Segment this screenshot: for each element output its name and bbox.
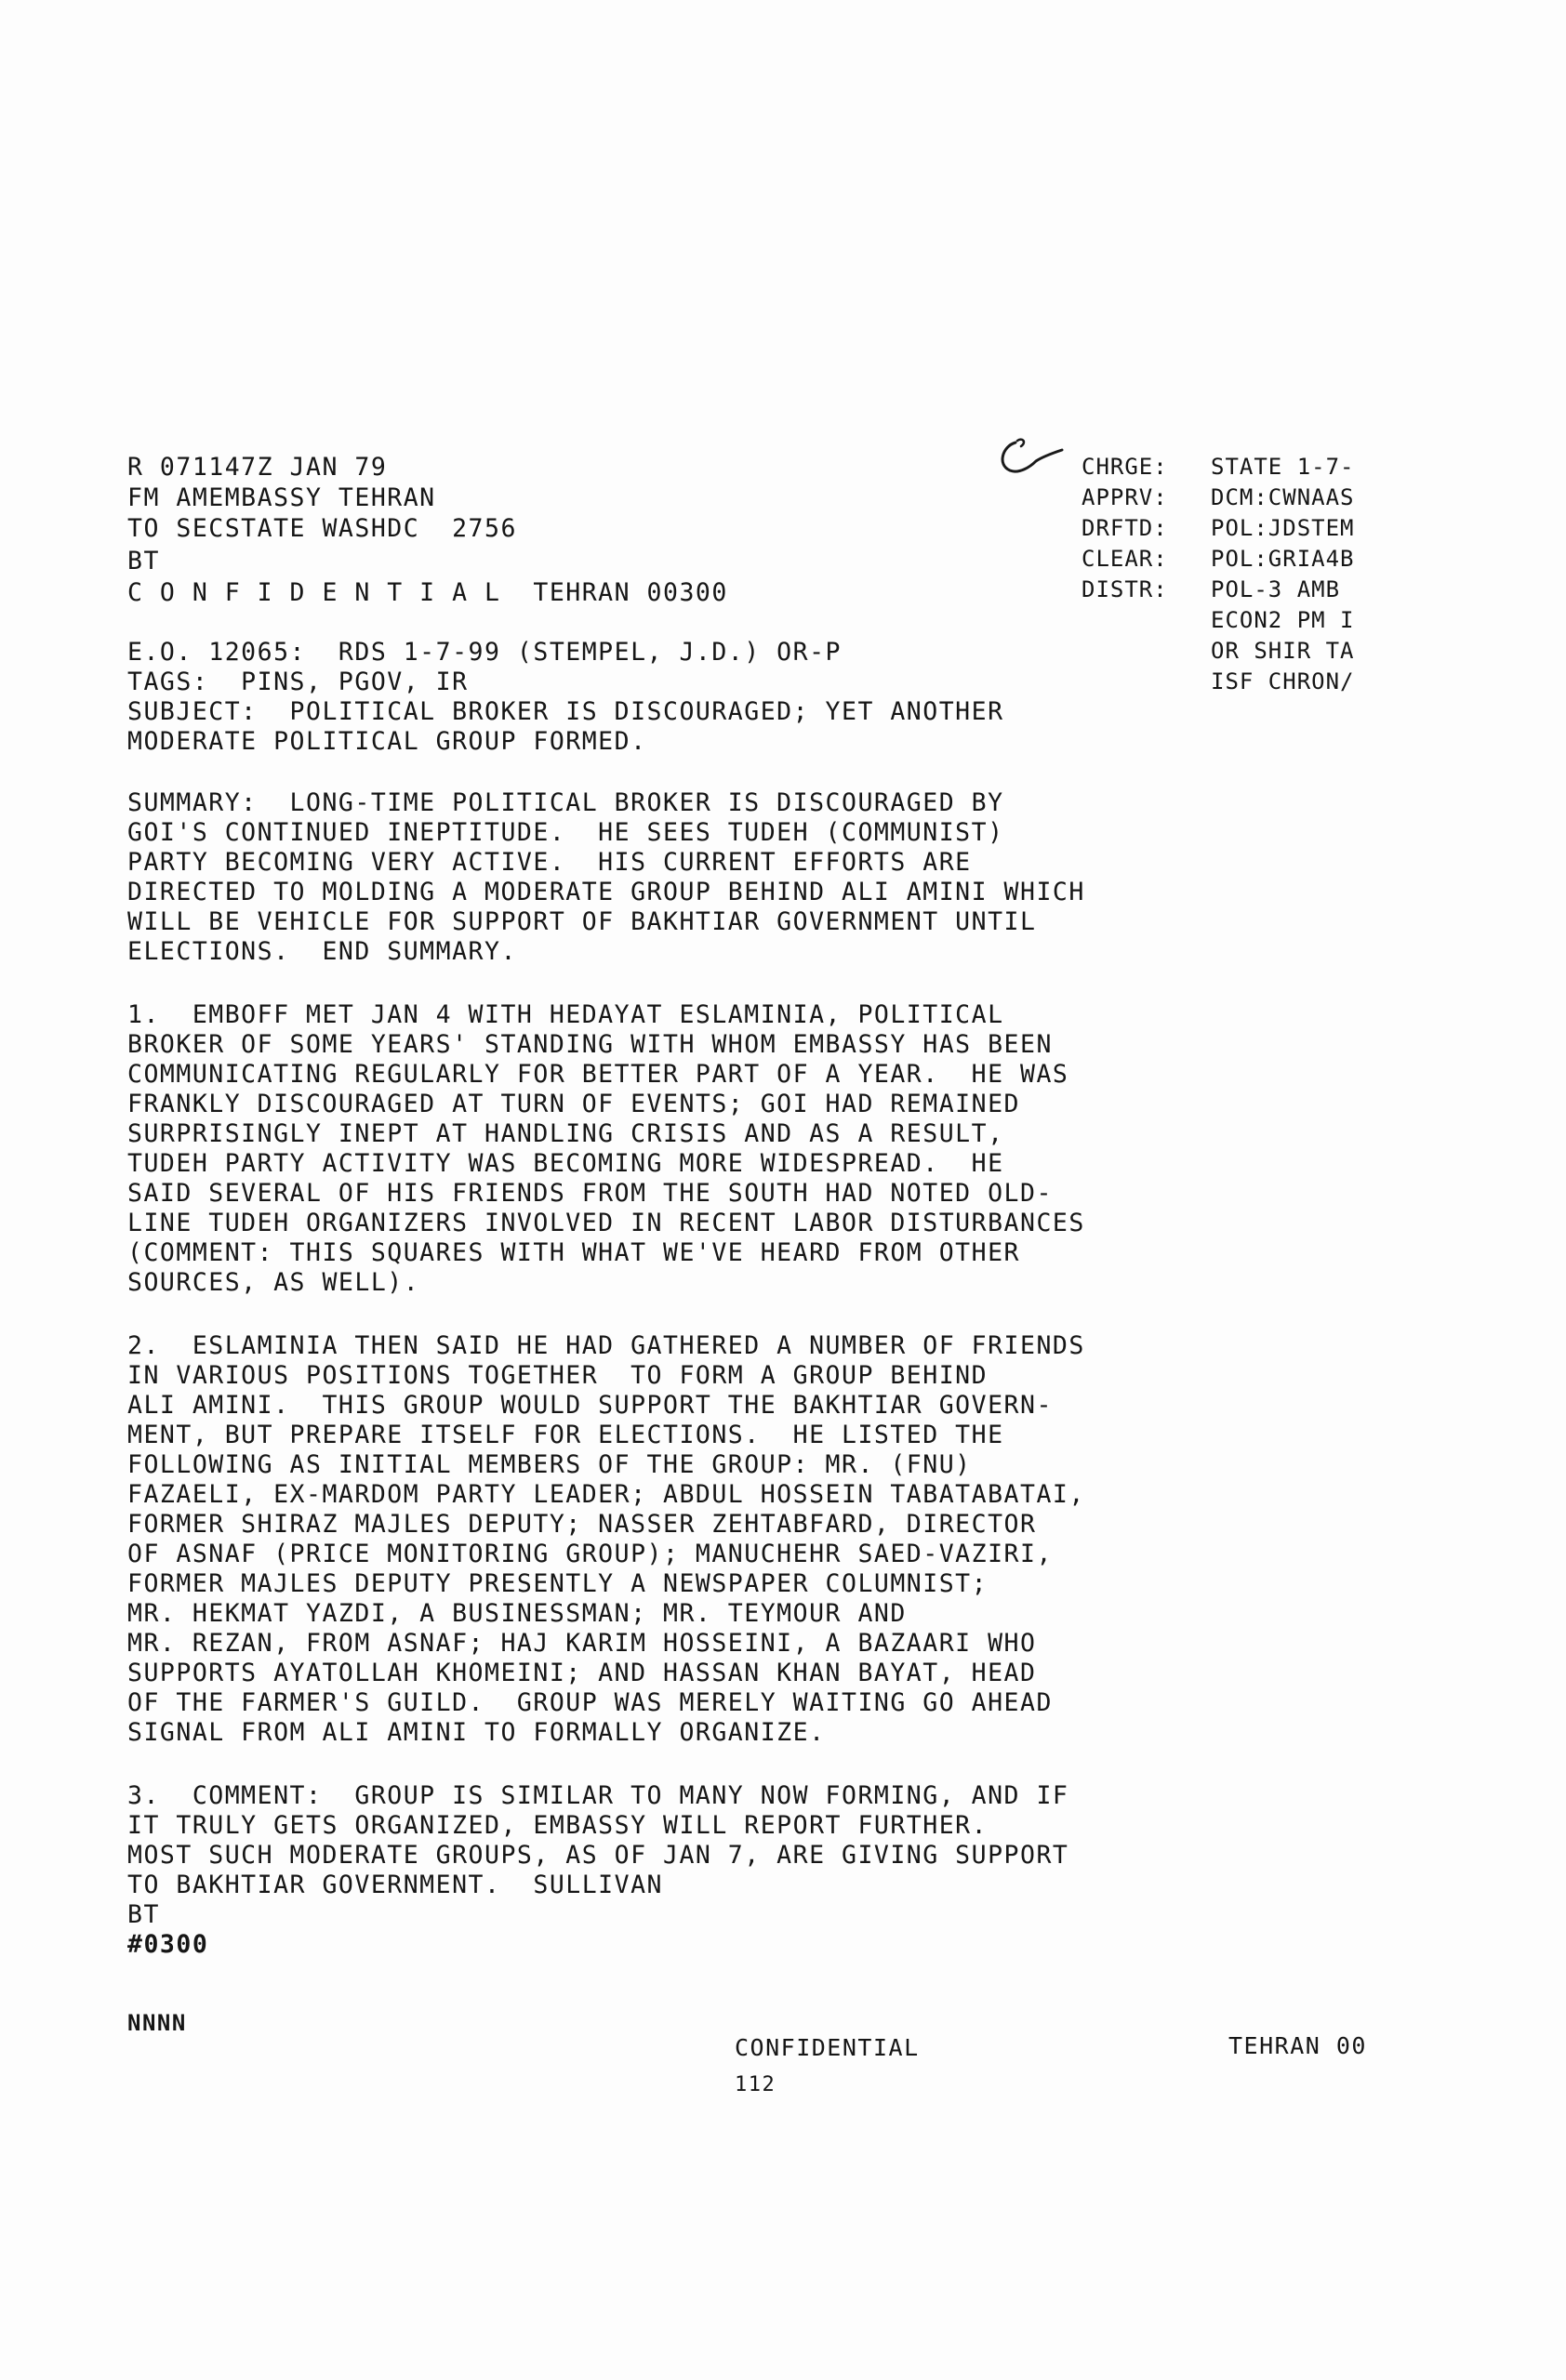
- paragraph-line: MR. HEKMAT YAZDI, A BUSINESSMAN; MR. TEYMOUR AND: [127, 1599, 907, 1628]
- routing-label: DRFTD:: [1082, 515, 1168, 541]
- routing-label: APPRV:: [1082, 484, 1168, 510]
- eo-line: E.O. 12065: RDS 1-7-99 (STEMPEL, J.D.) OR-P: [127, 638, 842, 667]
- subject-line: SUBJECT: POLITICAL BROKER IS DISCOURAGED; YET ANOTHER: [127, 697, 1004, 726]
- paragraph-line: 1. EMBOFF MET JAN 4 WITH HEDAYAT ESLAMINIA, POLITICAL: [127, 1000, 1004, 1029]
- paragraph-line: MENT, BUT PREPARE ITSELF FOR ELECTIONS. HE LISTED THE: [127, 1421, 1004, 1449]
- page-number: 112: [735, 2073, 776, 2096]
- paragraph-line: ALI AMINI. THIS GROUP WOULD SUPPORT THE BAKHTIAR GOVERN-: [127, 1391, 1053, 1420]
- paragraph-line: PARTY BECOMING VERY ACTIVE. HIS CURRENT EFFORTS ARE: [127, 848, 972, 877]
- paragraph-line: IN VARIOUS POSITIONS TOGETHER TO FORM A GROUP BEHIND: [127, 1361, 989, 1390]
- routing-value: POL:JDSTEM: [1211, 515, 1355, 541]
- to-line: TO SECSTATE WASHDC 2756: [127, 514, 517, 543]
- paragraph-line: BROKER OF SOME YEARS' STANDING WITH WHOM EMBASSY HAS BEEN: [127, 1030, 1053, 1059]
- routing-value: STATE 1-7-: [1211, 454, 1355, 480]
- footer-reference: TEHRAN 00: [1228, 2032, 1367, 2059]
- paragraph-line: DIRECTED TO MOLDING A MODERATE GROUP BEHIND ALI AMINI WHICH: [127, 878, 1085, 906]
- paragraph-line: IT TRULY GETS ORGANIZED, EMBASSY WILL REPORT FURTHER.: [127, 1811, 989, 1840]
- routing-value: POL-3 AMB: [1211, 576, 1341, 602]
- paragraph-line: OF ASNAF (PRICE MONITORING GROUP); MANUCHEHR SAED-VAZIRI,: [127, 1540, 1053, 1568]
- paragraph-line: FRANKLY DISCOURAGED AT TURN OF EVENTS; GOI HAD REMAINED: [127, 1090, 1020, 1118]
- date-time-group: R 071147Z JAN 79: [127, 453, 388, 482]
- paragraph-line: ELECTIONS. END SUMMARY.: [127, 937, 517, 966]
- paragraph-line: SIGNAL FROM ALI AMINI TO FORMALLY ORGANIZE.: [127, 1718, 826, 1747]
- paragraph-line: TO BAKHTIAR GOVERNMENT. SULLIVAN: [127, 1871, 663, 1899]
- subject-line-cont: MODERATE POLITICAL GROUP FORMED.: [127, 727, 647, 756]
- from-line: FM AMEMBASSY TEHRAN: [127, 483, 436, 512]
- paragraph-line: LINE TUDEH ORGANIZERS INVOLVED IN RECENT LABOR DISTURBANCES: [127, 1209, 1085, 1237]
- paragraph-line: SUMMARY: LONG-TIME POLITICAL BROKER IS DISCOURAGED BY: [127, 788, 1004, 817]
- message-number: #0300: [127, 1930, 209, 1959]
- paragraph-line: FOLLOWING AS INITIAL MEMBERS OF THE GROUP: MR. (FNU): [127, 1450, 972, 1479]
- paragraph-line: OF THE FARMER'S GUILD. GROUP WAS MERELY WAITING GO AHEAD: [127, 1688, 1053, 1717]
- routing-label: DISTR:: [1082, 576, 1168, 602]
- paragraph-line: SAID SEVERAL OF HIS FRIENDS FROM THE SOUTH HAD NOTED OLD-: [127, 1179, 1053, 1208]
- routing-value: ECON2 PM I: [1211, 607, 1355, 633]
- paragraph-line: FORMER SHIRAZ MAJLES DEPUTY; NASSER ZEHTABFARD, DIRECTOR: [127, 1510, 1037, 1539]
- paragraph-line: 3. COMMENT: GROUP IS SIMILAR TO MANY NOW FORMING, AND IF: [127, 1781, 1069, 1810]
- paragraph-line: FORMER MAJLES DEPUTY PRESENTLY A NEWSPAPER COLUMNIST;: [127, 1569, 989, 1598]
- paragraph-line: SOURCES, AS WELL).: [127, 1268, 420, 1297]
- nnnn-marker: NNNN: [127, 2010, 187, 2036]
- routing-value: POL:GRIA4B: [1211, 546, 1355, 572]
- paragraph-line: 2. ESLAMINIA THEN SAID HE HAD GATHERED A NUMBER OF FRIENDS: [127, 1331, 1085, 1360]
- routing-value: DCM:CWNAAS: [1211, 484, 1355, 510]
- paragraph-line: SURPRISINGLY INEPT AT HANDLING CRISIS AND AS A RESULT,: [127, 1119, 1004, 1148]
- classification-line: C O N F I D E N T I A L TEHRAN 00300: [127, 578, 728, 607]
- paragraph-line: GOI'S CONTINUED INEPTITUDE. HE SEES TUDEH (COMMUNIST): [127, 818, 1004, 847]
- paragraph-line: MOST SUCH MODERATE GROUPS, AS OF JAN 7, ARE GIVING SUPPORT: [127, 1841, 1069, 1870]
- paragraph-line: COMMUNICATING REGULARLY FOR BETTER PART OF A YEAR. HE WAS: [127, 1060, 1069, 1089]
- paragraph-line: WILL BE VEHICLE FOR SUPPORT OF BAKHTIAR GOVERNMENT UNTIL: [127, 907, 1037, 936]
- footer-classification: CONFIDENTIAL: [735, 2034, 920, 2061]
- paragraph-line: (COMMENT: THIS SQUARES WITH WHAT WE'VE HEARD FROM OTHER: [127, 1238, 1020, 1267]
- paragraph-line: TUDEH PARTY ACTIVITY WAS BECOMING MORE WIDESPREAD. HE: [127, 1149, 1004, 1178]
- paragraph-line: SUPPORTS AYATOLLAH KHOMEINI; AND HASSAN KHAN BAYAT, HEAD: [127, 1659, 1037, 1687]
- routing-label: CHRGE:: [1082, 454, 1168, 480]
- handwritten-initials: [989, 433, 1064, 476]
- bt-end-line: BT: [127, 1900, 160, 1929]
- paragraph-line: FAZAELI, EX-MARDOM PARTY LEADER; ABDUL HOSSEIN TABATABATAI,: [127, 1480, 1085, 1509]
- routing-value: OR SHIR TA: [1211, 638, 1355, 664]
- tags-line: TAGS: PINS, PGOV, IR: [127, 668, 469, 696]
- paragraph-line: MR. REZAN, FROM ASNAF; HAJ KARIM HOSSEINI, A BAZAARI WHO: [127, 1629, 1037, 1658]
- bt-line: BT: [127, 547, 160, 575]
- routing-label: CLEAR:: [1082, 546, 1168, 572]
- routing-value: ISF CHRON/: [1211, 668, 1355, 694]
